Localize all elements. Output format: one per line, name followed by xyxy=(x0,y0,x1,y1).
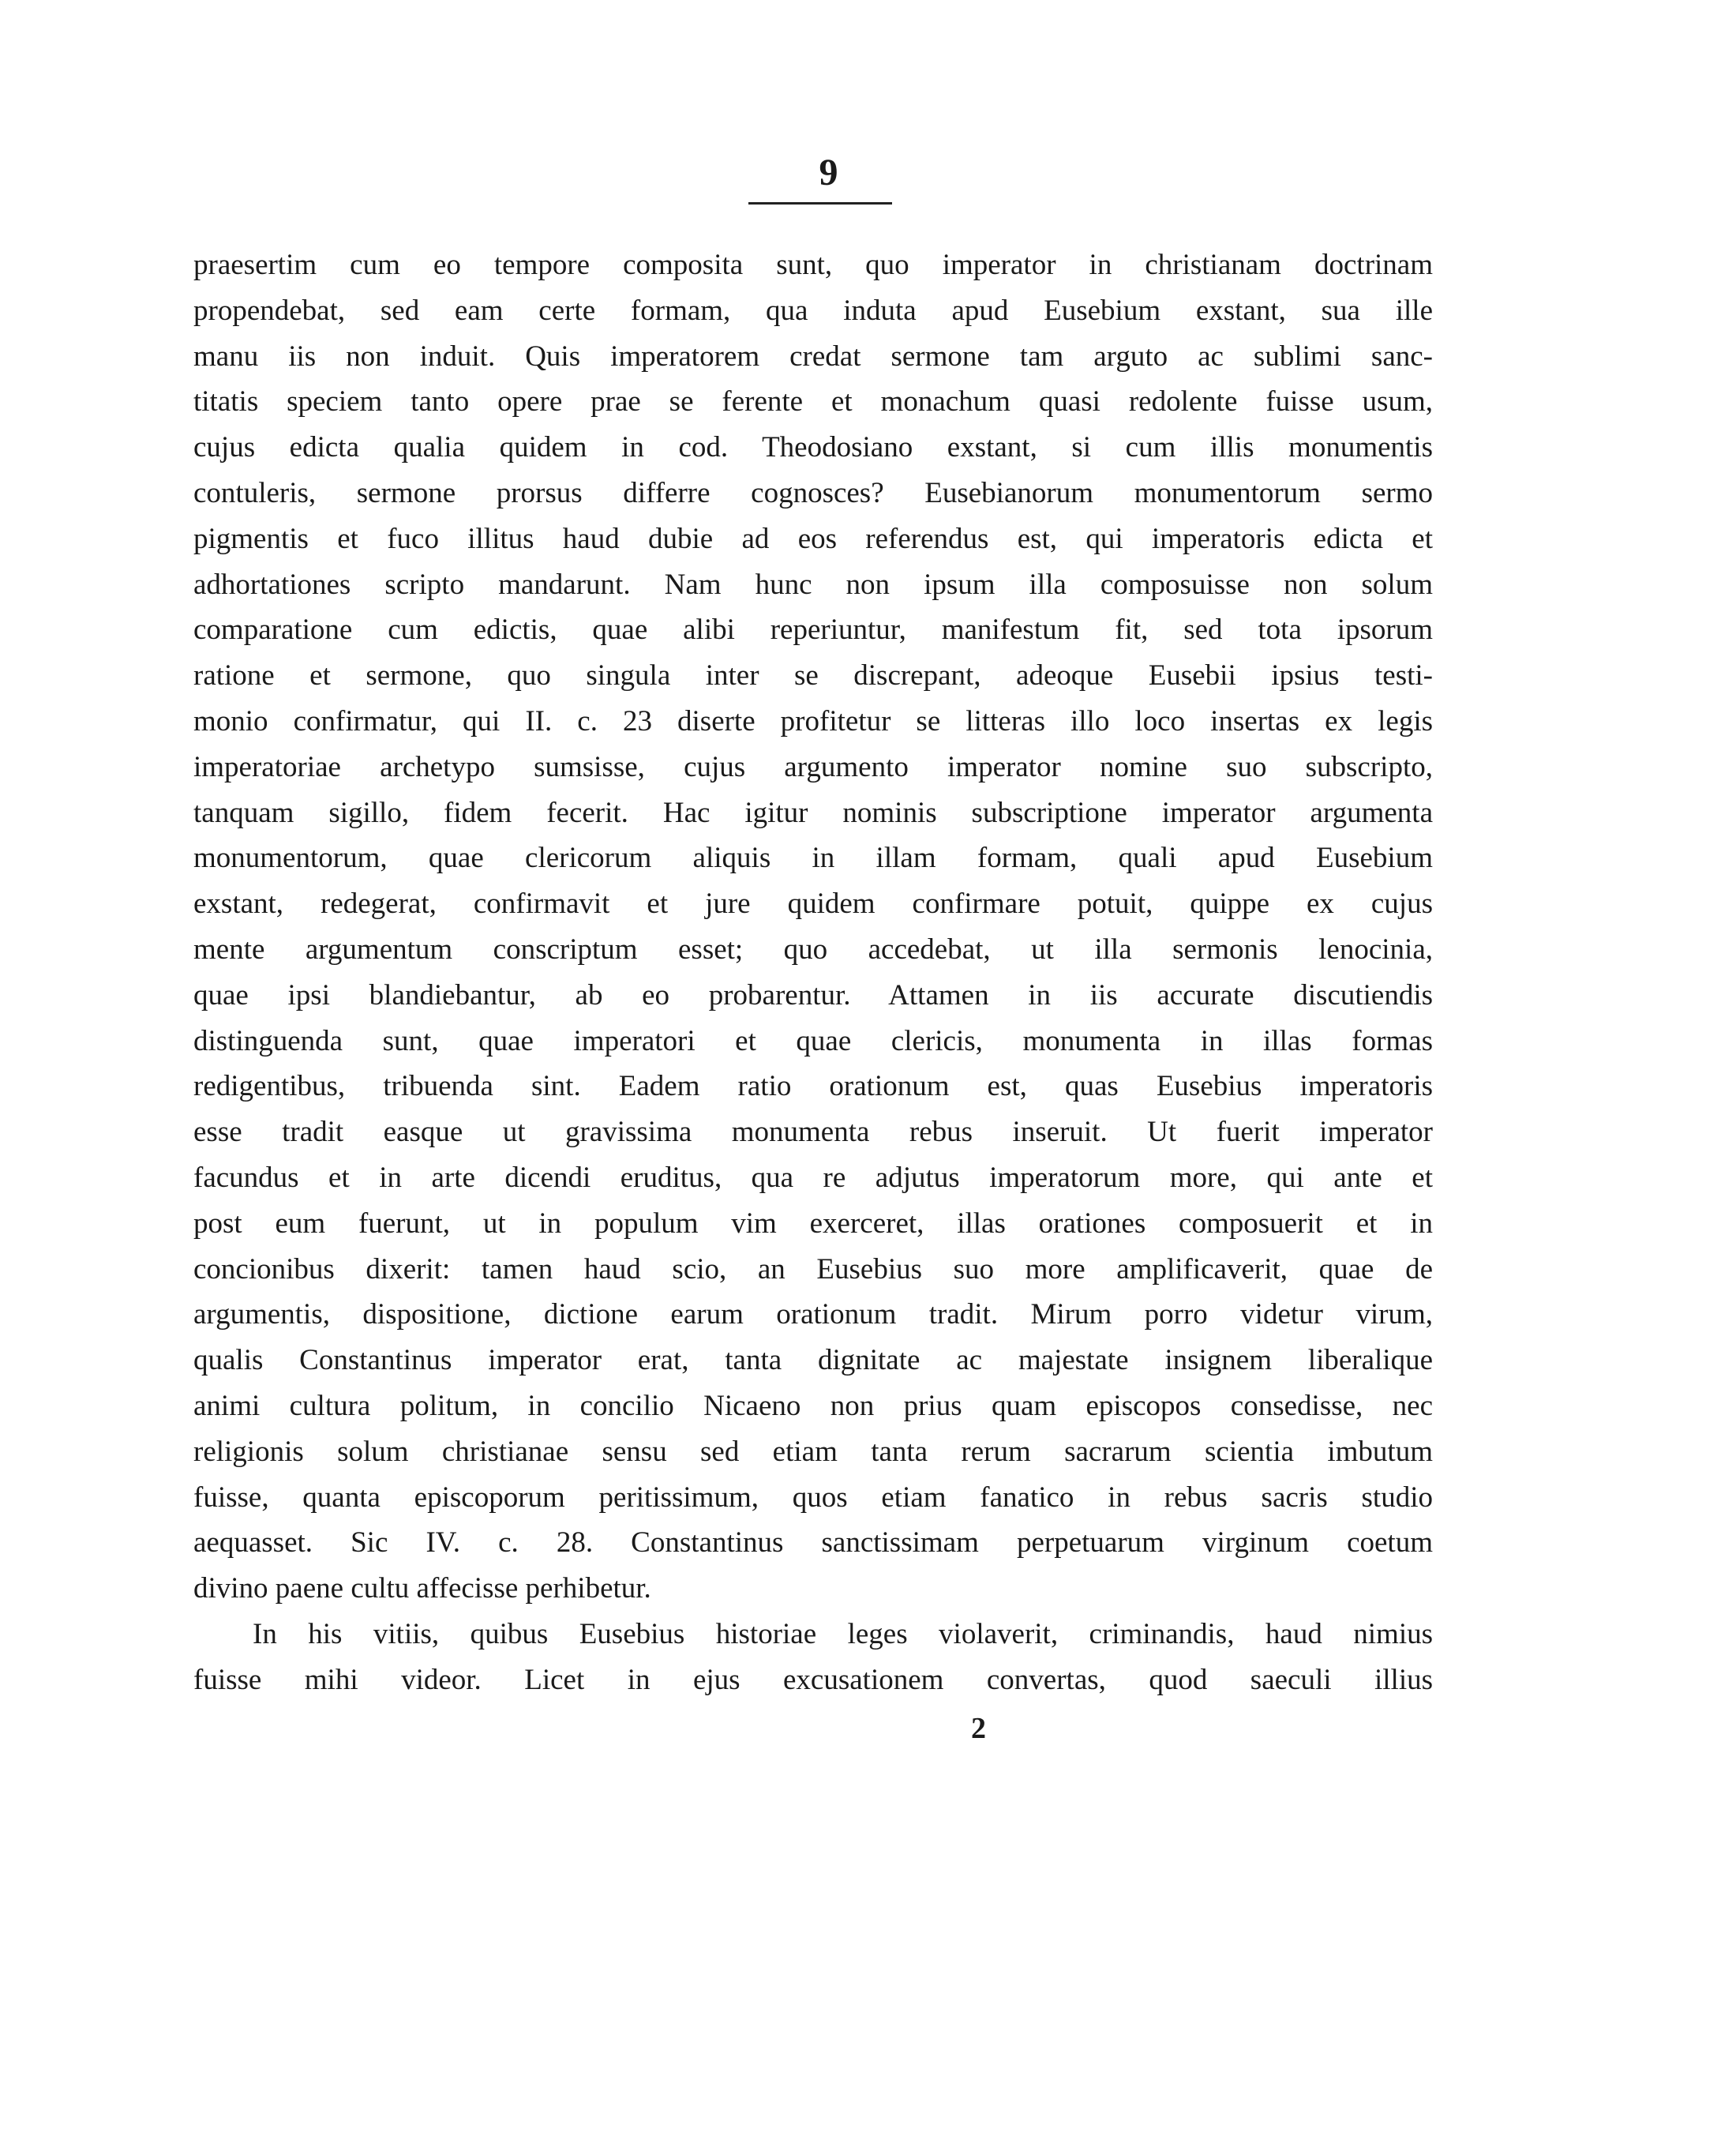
text-line: contuleris, sermone prorsus differre cognosces? Eusebianorum monumentorum sermo xyxy=(193,476,1433,509)
signature-mark-text: 2 xyxy=(971,1712,986,1745)
text-line: distinguenda sunt, quae imperatori et quae clericis, monumenta in illas formas xyxy=(193,1024,1433,1057)
text-line: facundus et in arte dicendi eruditus, qua re adjutus imperatorum more, qui ante et xyxy=(193,1161,1433,1194)
text-line: esse tradit easque ut gravissima monumenta rebus inseruit. Ut fuerit imperator xyxy=(193,1116,1433,1149)
header-rule xyxy=(748,202,892,205)
text-line: argumentis, dispositione, dictione earum orationum tradit. Mirum porro videtur virum, xyxy=(193,1298,1433,1331)
text-line: animi cultura politum, in concilio Nicaeno non prius quam episcopos consedisse, nec xyxy=(193,1389,1433,1422)
text-line: redigentibus, tribuenda sint. Eadem ratio orationum est, quas Eusebius imperatoris xyxy=(193,1070,1433,1103)
text-line: monio confirmatur, qui II. c. 23 diserte profitetur se litteras illo loco insertas ex legis xyxy=(193,704,1433,738)
text-line: cujus edicta qualia quidem in cod. Theodosiano exstant, si cum illis monumentis xyxy=(193,431,1433,464)
text-line: praesertim cum eo tempore composita sunt, quo imperator in christianam doctrinam xyxy=(193,249,1433,281)
text-line: pigmentis et fuco illitus haud dubie ad eos referendus est, qui imperatoris edicta et xyxy=(193,522,1433,555)
text-line: qualis Constantinus imperator erat, tanta dignitate ac majestate insignem liberalique xyxy=(193,1344,1433,1377)
page-number xyxy=(0,154,1736,192)
page-number-text: 9 xyxy=(819,152,838,193)
text-line: fuisse, quanta episcoporum peritissimum, quos etiam fanatico in rebus sacris studio xyxy=(193,1481,1433,1514)
text-line: manu iis non induit. Quis imperatorem credat sermone tam arguto ac sublimi sanc- xyxy=(193,340,1433,373)
text-line: exstant, redegerat, confirmavit et jure quidem confirmare potuit, quippe ex cujus xyxy=(193,888,1433,921)
body-text xyxy=(193,242,1433,1703)
text-line: imperatoriae archetypo sumsisse, cujus argumento imperator nomine suo subscripto, xyxy=(193,750,1433,783)
text-line: quae ipsi blandiebantur, ab eo probarentur. Attamen in iis accurate discutiendis xyxy=(193,978,1433,1012)
text-line: religionis solum christianae sensu sed etiam tanta rerum sacrarum scientia imbutum xyxy=(193,1435,1433,1468)
text-line: fuisse mihi videor. Licet in ejus excusationem convertas, quod saeculi illius xyxy=(193,1663,1433,1696)
text-line: ratione et sermone, quo singula inter se discrepant, adeoque Eusebii ipsius testi- xyxy=(193,659,1433,693)
text-line: concionibus dixerit: tamen haud scio, an Eusebius suo more amplificaverit, quae de xyxy=(193,1252,1433,1286)
text-line: aequasset. Sic IV. c. 28. Constantinus sanctissimam perpetuarum virginum coetum xyxy=(193,1526,1433,1560)
text-line: mente argumentum conscriptum esset; quo accedebat, ut illa sermonis lenocinia, xyxy=(193,933,1433,966)
paragraph-start-line: In his vitiis, quibus Eusebius historiae leges violaverit, criminandis, haud nimius xyxy=(253,1617,1433,1650)
text-line: post eum fuerunt, ut in populum vim exerceret, illas orationes composuerit et in xyxy=(193,1207,1433,1240)
text-line: tanquam sigillo, fidem fecerit. Hac igitur nominis subscriptione imperator argumenta xyxy=(193,796,1433,829)
signature-mark xyxy=(0,1713,1736,1744)
text-line: comparatione cum edictis, quae alibi reperiuntur, manifestum fit, sed tota ipsorum xyxy=(193,614,1433,647)
text-line: titatis speciem tanto opere prae se ferente et monachum quasi redolente fuisse usum, xyxy=(193,385,1433,419)
text-line: adhortationes scripto mandarunt. Nam hunc non ipsum illa composuisse non solum xyxy=(193,568,1433,601)
text-line: propendebat, sed eam certe formam, qua induta apud Eusebium exstant, sua ille xyxy=(193,294,1433,327)
paragraph-end-line: divino paene cultu affecisse perhibetur. xyxy=(193,1572,651,1605)
text-line: monumentorum, quae clericorum aliquis in illam formam, quali apud Eusebium xyxy=(193,842,1433,875)
